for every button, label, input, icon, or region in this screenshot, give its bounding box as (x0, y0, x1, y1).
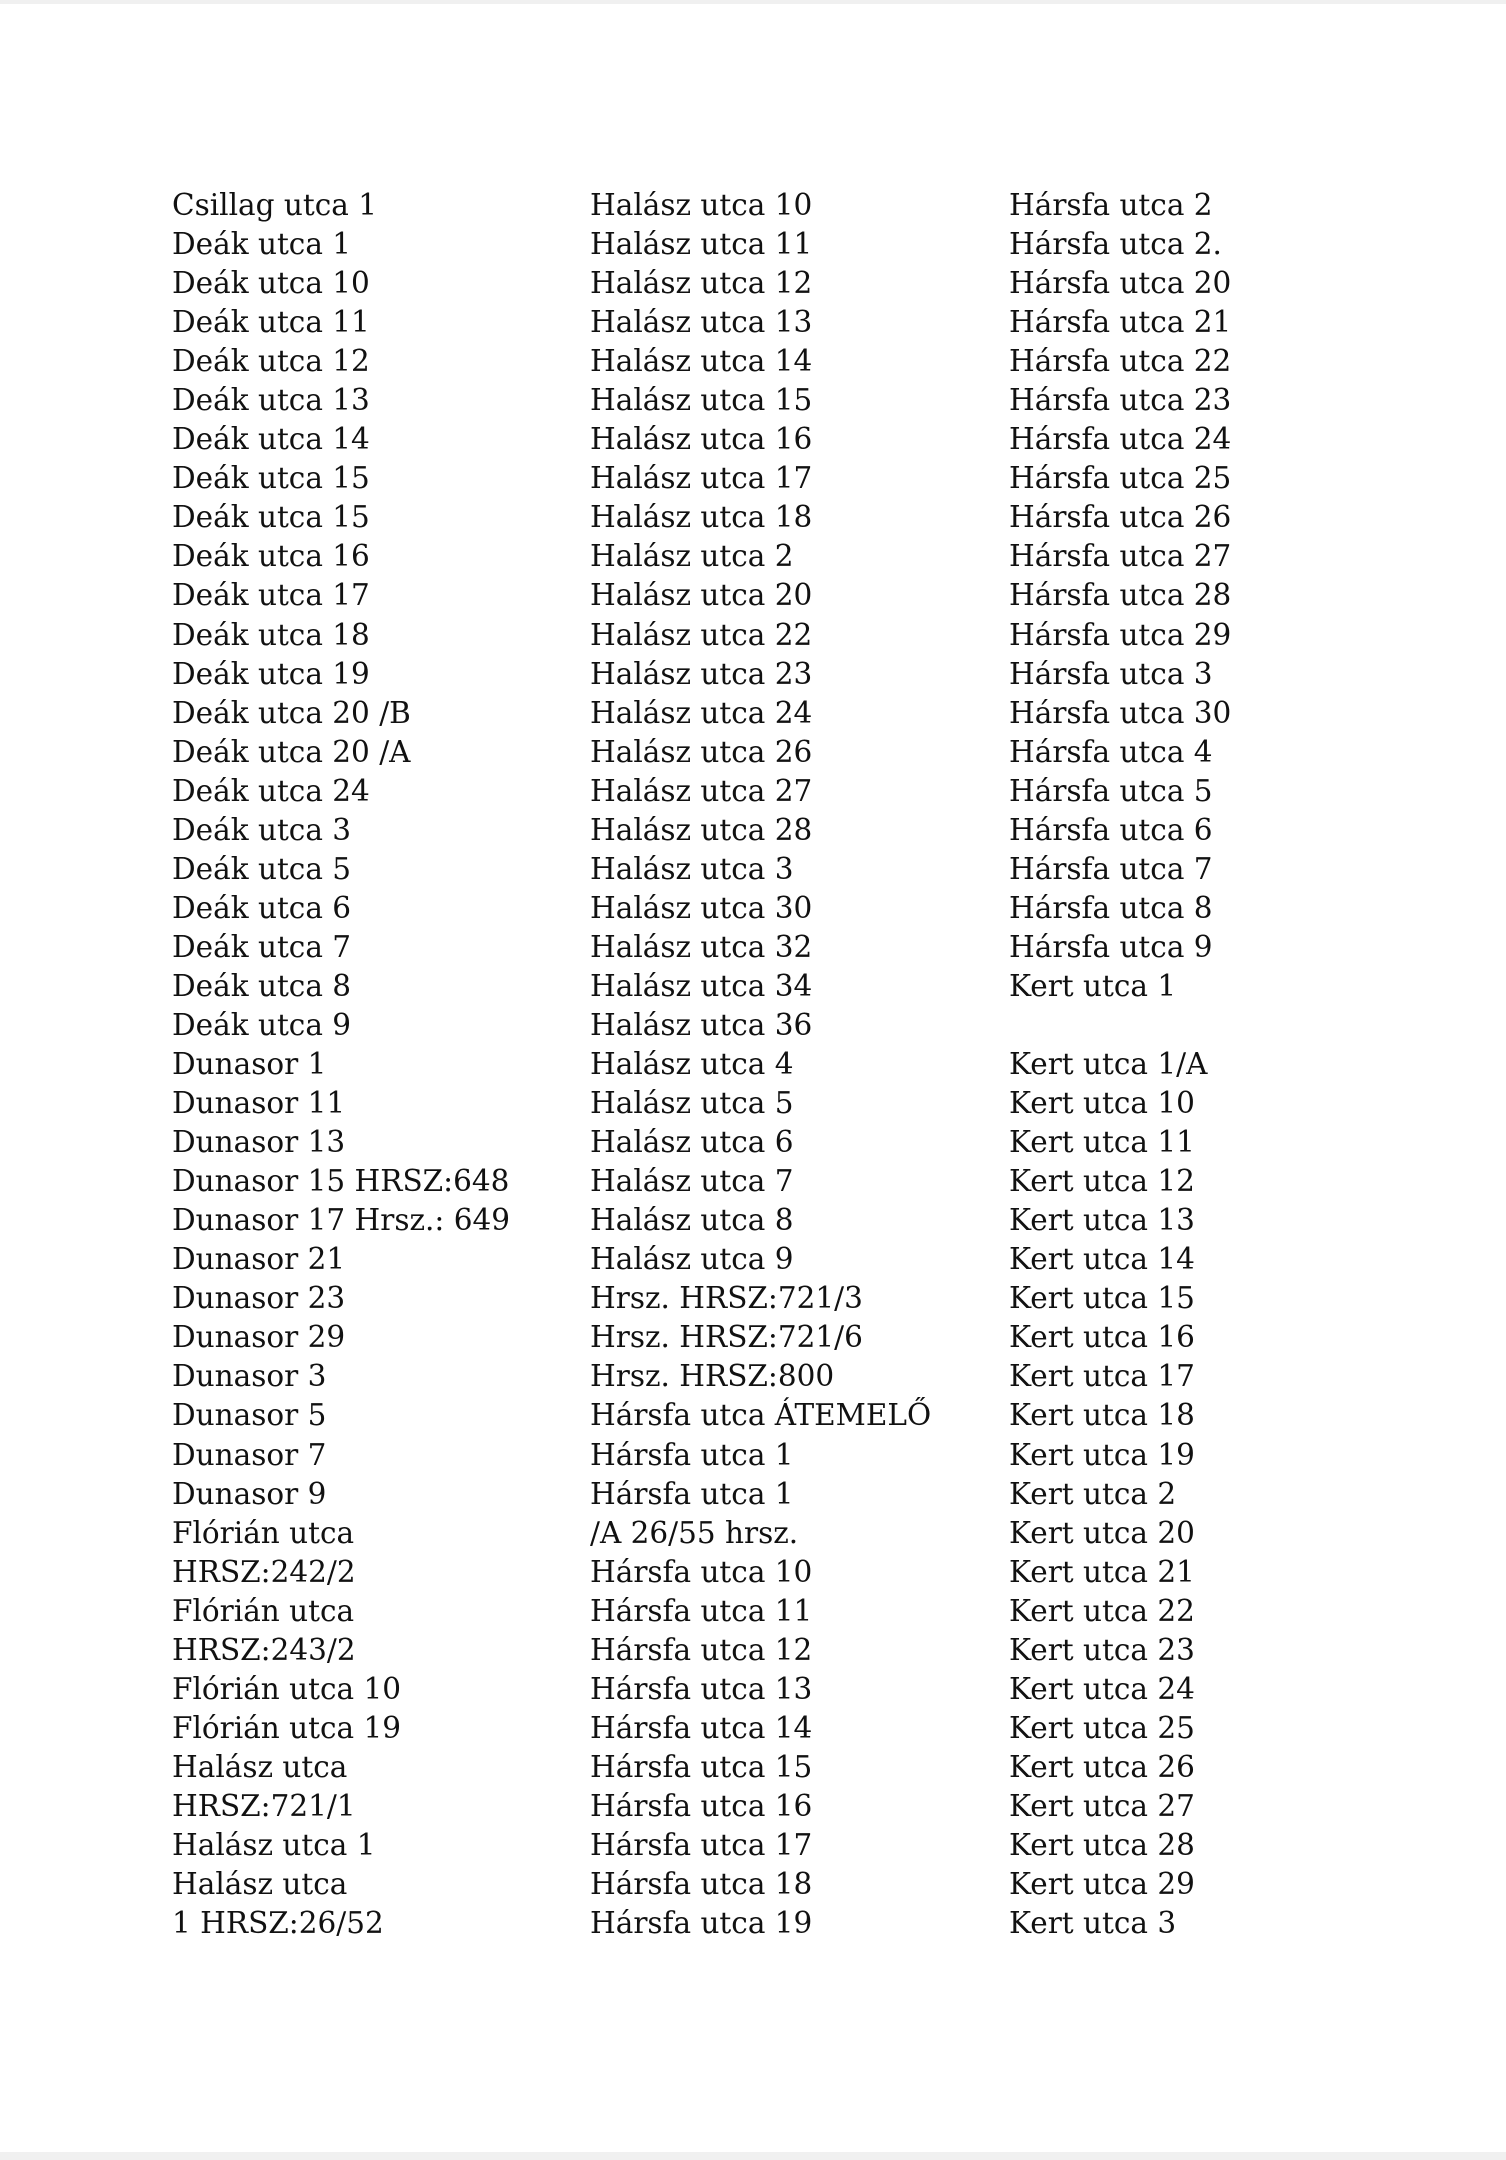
address-line: Halász utca 16 (590, 422, 813, 457)
address-line: Halász utca 30 (590, 890, 813, 925)
address-line: Dunasor 7 (172, 1437, 327, 1472)
address-line: Hársfa utca 2 (1009, 188, 1213, 222)
address-line: Kert utca 26 (1009, 1749, 1195, 1784)
address-line: Kert utca 10 (1009, 1086, 1195, 1121)
address-line: Halász utca 12 (590, 266, 813, 301)
address-line: Dunasor 5 (172, 1398, 327, 1433)
address-line: Halász utca 18 (590, 500, 813, 535)
address-line: Dunasor 13 (172, 1125, 346, 1160)
address-line: Flórián utca (172, 1515, 355, 1550)
address-line: Halász utca 3 (590, 851, 794, 886)
address-line: Hársfa utca 13 (590, 1671, 813, 1706)
address-line: Kert utca 11 (1009, 1125, 1195, 1160)
address-line: Halász utca 11 (590, 227, 813, 262)
address-column-2 (590, 186, 1000, 1943)
address-line: Hársfa utca 2. (1009, 227, 1222, 262)
address-line: Hársfa utca 30 (1009, 695, 1232, 730)
address-line: Deák utca 18 (172, 617, 370, 652)
address-line: Hársfa utca 11 (590, 1593, 813, 1628)
address-line: Halász utca 1 (172, 1827, 376, 1862)
address-line: Deák utca 1 (172, 227, 352, 262)
address-line: Halász utca 20 (590, 578, 813, 613)
address-line: Csillag utca 1 (172, 188, 377, 222)
address-line: Hársfa utca 27 (1009, 539, 1232, 574)
address-line: Halász utca (172, 1749, 348, 1784)
address-line: Hrsz. HRSZ:800 (590, 1359, 835, 1394)
address-line: Kert utca 20 (1009, 1515, 1195, 1550)
address-line: Deák utca 11 (172, 305, 370, 340)
address-line: Hársfa utca 16 (590, 1788, 813, 1823)
address-line: Deák utca 5 (172, 851, 352, 886)
address-line: Halász utca 17 (590, 461, 813, 496)
address-line: Halász utca 34 (590, 968, 813, 1003)
address-line: Halász utca 36 (590, 1007, 813, 1042)
address-line: HRSZ:242/2 (172, 1554, 356, 1589)
address-line: Hársfa utca 7 (1009, 851, 1213, 886)
address-line: Kert utca 25 (1009, 1710, 1195, 1745)
address-line: Halász utca 28 (590, 812, 813, 847)
address-line: Deák utca 20 /A (172, 734, 411, 769)
address-line: Deák utca 15 (172, 500, 370, 535)
address-line: Hársfa utca 4 (1009, 734, 1213, 769)
address-line: Kert utca 15 (1009, 1281, 1195, 1316)
address-line: Hársfa utca 1 (590, 1437, 794, 1472)
address-line: Hársfa utca 28 (1009, 578, 1232, 613)
address-column-3 (1009, 186, 1419, 1943)
address-line: Halász utca 5 (590, 1086, 794, 1121)
address-line: Dunasor 17 Hrsz.: 649 (172, 1203, 511, 1238)
address-line: Halász utca 7 (590, 1164, 794, 1199)
address-line: Deák utca 24 (172, 773, 370, 808)
address-line: Dunasor 3 (172, 1359, 327, 1394)
address-line: Halász utca 22 (590, 617, 813, 652)
address-line: Deák utca 3 (172, 812, 352, 847)
address-line: Hársfa utca 18 (590, 1867, 813, 1902)
address-line: Kert utca 1/A (1009, 1047, 1208, 1082)
address-line: Kert utca 17 (1009, 1359, 1195, 1394)
address-line: Hársfa utca 17 (590, 1827, 813, 1862)
address-line: Dunasor 29 (172, 1320, 346, 1355)
address-line: Dunasor 21 (172, 1242, 346, 1277)
address-line: Kert utca 13 (1009, 1203, 1195, 1238)
address-line: Kert utca 2 (1009, 1476, 1177, 1511)
address-line: Hársfa utca 24 (1009, 422, 1232, 457)
address-line: Kert utca 21 (1009, 1554, 1195, 1589)
address-line: Halász utca 15 (590, 383, 813, 418)
address-line: Deák utca 9 (172, 1007, 352, 1042)
address-line: Dunasor 15 HRSZ:648 (172, 1164, 510, 1199)
address-line: Deák utca 16 (172, 539, 370, 574)
address-line: Kert utca 14 (1009, 1242, 1195, 1277)
address-line: Kert utca 16 (1009, 1320, 1195, 1355)
address-line: Hársfa utca 6 (1009, 812, 1213, 847)
address-line: Deák utca 12 (172, 344, 370, 379)
address-line: Hársfa utca 19 (590, 1906, 813, 1941)
address-line (1009, 1006, 1419, 1045)
address-line: Halász utca 23 (590, 656, 813, 691)
address-line: Kert utca 27 (1009, 1788, 1195, 1823)
address-line: Halász utca 24 (590, 695, 813, 730)
address-line: Hársfa utca 12 (590, 1632, 813, 1667)
address-line: Flórián utca 19 (172, 1710, 402, 1745)
address-column-1 (172, 186, 582, 1943)
address-line: Flórián utca (172, 1593, 355, 1628)
address-line: Deák utca 14 (172, 422, 370, 457)
address-line: Kert utca 23 (1009, 1632, 1195, 1667)
address-line: Hársfa utca 8 (1009, 890, 1213, 925)
address-line: Deák utca 6 (172, 890, 352, 925)
address-line: Halász utca 27 (590, 773, 813, 808)
address-line: Hársfa utca 10 (590, 1554, 813, 1589)
address-line: Deák utca 13 (172, 383, 370, 418)
address-line: Kert utca 12 (1009, 1164, 1195, 1199)
address-line: Deák utca 19 (172, 656, 370, 691)
address-line: /A 26/55 hrsz. (590, 1515, 799, 1550)
address-line: Halász utca 14 (590, 344, 813, 379)
address-line: Dunasor 1 (172, 1047, 327, 1082)
address-line: Kert utca 28 (1009, 1827, 1195, 1862)
address-line: Deák utca 8 (172, 968, 352, 1003)
address-line: Kert utca 24 (1009, 1671, 1195, 1706)
address-line: Halász utca 4 (590, 1047, 794, 1082)
address-line: Hársfa utca 5 (1009, 773, 1213, 808)
address-line: Dunasor 23 (172, 1281, 346, 1316)
address-line: Kert utca 18 (1009, 1398, 1195, 1433)
address-line: Halász utca 2 (590, 539, 794, 574)
address-line: Hársfa utca 22 (1009, 344, 1232, 379)
address-line: HRSZ:243/2 (172, 1632, 356, 1667)
address-line: Hársfa utca 29 (1009, 617, 1232, 652)
address-line: Deák utca 17 (172, 578, 370, 613)
address-line: Halász utca 10 (590, 188, 813, 222)
address-line: Kert utca 1 (1009, 968, 1177, 1003)
address-line: Hársfa utca 20 (1009, 266, 1232, 301)
address-line: Kert utca 3 (1009, 1906, 1177, 1941)
address-line: Dunasor 9 (172, 1476, 327, 1511)
address-line: Hársfa utca ÁTEMELŐ (590, 1398, 932, 1433)
address-line: HRSZ:721/1 (172, 1788, 356, 1823)
address-line: Hársfa utca 9 (1009, 929, 1213, 964)
address-line: Hrsz. HRSZ:721/3 (590, 1281, 863, 1316)
address-line: Hársfa utca 23 (1009, 383, 1232, 418)
address-line: Hársfa utca 1 (590, 1476, 794, 1511)
address-line: Halász utca 26 (590, 734, 813, 769)
address-line: Halász utca 13 (590, 305, 813, 340)
address-line: Deák utca 15 (172, 461, 370, 496)
address-line: Flórián utca 10 (172, 1671, 402, 1706)
address-line: Hársfa utca 14 (590, 1710, 813, 1745)
address-line: Halász utca 6 (590, 1125, 794, 1160)
address-line: Deák utca 20 /B (172, 695, 411, 730)
address-line: Dunasor 11 (172, 1086, 346, 1121)
address-line: Halász utca 8 (590, 1203, 794, 1238)
address-line: Deák utca 7 (172, 929, 352, 964)
address-line: Hársfa utca 21 (1009, 305, 1232, 340)
address-line: Halász utca 32 (590, 929, 813, 964)
address-line: Hársfa utca 3 (1009, 656, 1213, 691)
address-line: Hársfa utca 15 (590, 1749, 813, 1784)
address-line: Kert utca 19 (1009, 1437, 1195, 1472)
address-line: 1 HRSZ:26/52 (172, 1906, 384, 1941)
address-line: Hrsz. HRSZ:721/6 (590, 1320, 863, 1355)
address-line: Kert utca 22 (1009, 1593, 1195, 1628)
address-line: Halász utca (172, 1867, 348, 1902)
address-line: Deák utca 10 (172, 266, 370, 301)
document-page (0, 4, 1506, 2152)
address-line: Kert utca 29 (1009, 1867, 1195, 1902)
address-line: Halász utca 9 (590, 1242, 794, 1277)
address-line: Hársfa utca 26 (1009, 500, 1232, 535)
address-line: Hársfa utca 25 (1009, 461, 1232, 496)
